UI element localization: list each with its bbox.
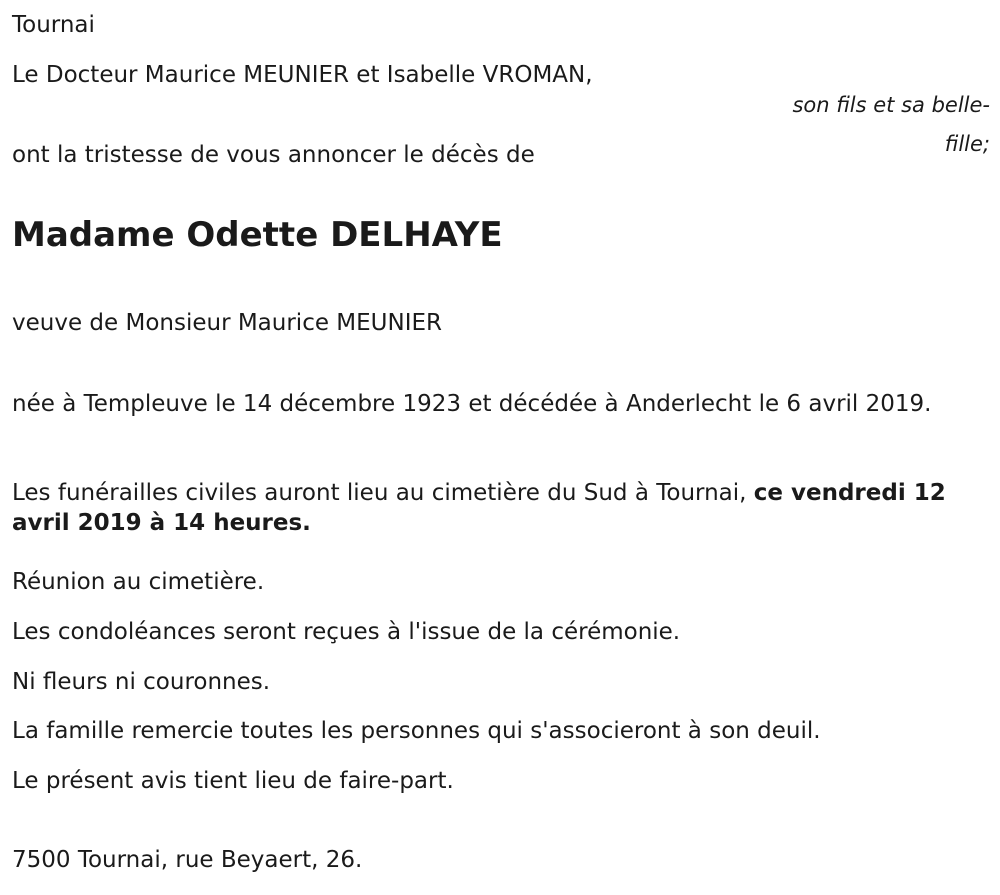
address-line: 7500 Tournai, rue Beyaert, 26. [12, 847, 363, 873]
announcement-line: ont la tristesse de vous annoncer le décès de [12, 142, 535, 168]
funeral-paragraph [12, 478, 987, 538]
condolences-line: Les condoléances seront reçues à l'issue de la cérémonie. [12, 619, 681, 645]
thanks-line: La famille remercie toutes les personnes qui s'associeront à son deuil. [12, 718, 821, 744]
relation-note: son fils et sa belle-fille; [792, 93, 990, 156]
funeral-date-time: ce vendredi 12 avril 2019 à 14 heures. [12, 480, 946, 536]
faire-part-line: Le présent avis tient lieu de faire-part. [12, 768, 454, 794]
funeral-intro: Les funérailles civiles auront lieu au cimetière du Sud à Tournai, [12, 480, 754, 506]
city-header: Tournai [12, 12, 95, 38]
widow-of-line: veuve de Monsieur Maurice MEUNIER [12, 310, 443, 336]
birth-death-line: née à Templeuve le 14 décembre 1923 et décédée à Anderlecht le 6 avril 2019. [12, 391, 932, 417]
announcers-line: Le Docteur Maurice MEUNIER et Isabelle VROMAN, [12, 62, 593, 88]
deceased-name: Madame Odette DELHAYE [12, 215, 503, 255]
meeting-line: Réunion au cimetière. [12, 569, 265, 595]
no-flowers-line: Ni fleurs ni couronnes. [12, 669, 271, 695]
